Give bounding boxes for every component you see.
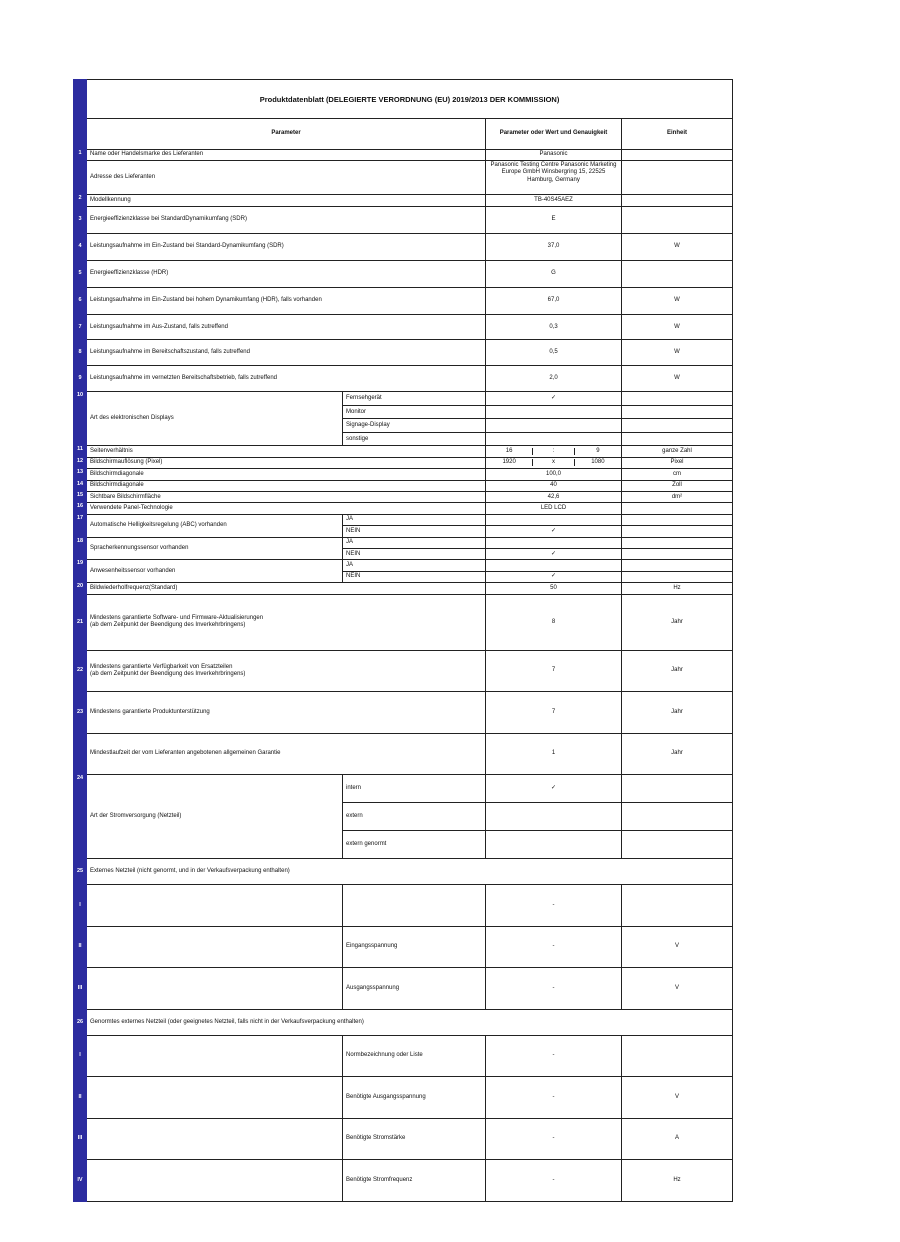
row-number: 24	[74, 775, 87, 859]
row-unit: dm²	[622, 491, 733, 502]
table-row	[74, 594, 733, 650]
option-ja: JA	[343, 560, 486, 571]
row-value: 42,6	[486, 491, 622, 502]
row-value: E	[486, 206, 622, 233]
table-row	[74, 457, 733, 468]
option-nein: NEIN	[343, 526, 486, 537]
row-number: 21	[74, 594, 87, 650]
row-number: 15	[74, 491, 87, 502]
row-unit: W	[622, 366, 733, 392]
row-value: 1	[486, 733, 622, 775]
table-row	[74, 1160, 733, 1202]
option-label: extern genormt	[343, 831, 486, 859]
row-label: Mindestlaufzeit der vom Lieferanten angebotenen allgemeinen Garantie	[87, 733, 486, 775]
row-value: 37,0	[486, 233, 622, 260]
option-nein: NEIN	[343, 548, 486, 559]
table-row	[74, 1035, 733, 1077]
row-number: 19	[74, 560, 87, 583]
row-value: 40	[486, 480, 622, 491]
table-row	[74, 233, 733, 260]
row-label: Seitenverhältnis	[87, 446, 486, 457]
table-row	[74, 469, 733, 480]
row-unit: Zoll	[622, 480, 733, 491]
row-unit: W	[622, 340, 733, 366]
row-label: Bildschirmdiagonale	[87, 469, 486, 480]
row-label: Leistungsaufnahme im Aus-Zustand, falls zutreffend	[87, 314, 486, 340]
row-label: Leistungsaufnahme im Bereitschaftszustand, falls zutreffend	[87, 340, 486, 366]
table-row	[74, 1077, 733, 1119]
row-unit: ganze Zahl	[622, 446, 733, 457]
row-label: Bildschirmauflösung (Pixel)	[87, 457, 486, 468]
row-value: 100,0	[486, 469, 622, 480]
sub-label: Normbezeichnung oder Liste	[343, 1035, 486, 1077]
row-number: III	[74, 968, 87, 1010]
row-unit: A	[622, 1118, 733, 1160]
row-value: -	[486, 885, 622, 927]
row-label: Verwendete Panel-Technologie	[87, 503, 486, 514]
table-row	[74, 1009, 733, 1035]
row-value: -	[486, 1160, 622, 1202]
row-value: 7	[486, 692, 622, 734]
row-label: Leistungsaufnahme im vernetzten Bereitschaftsbetrieb, falls zutreffend	[87, 366, 486, 392]
option-nein: NEIN	[343, 571, 486, 582]
table-row	[74, 733, 733, 775]
row-number: II	[74, 926, 87, 968]
row-unit: Pixel	[622, 457, 733, 468]
row-unit: W	[622, 233, 733, 260]
sub-label: Eingangsspannung	[343, 926, 486, 968]
row-number: IV	[74, 1160, 87, 1202]
table-row	[74, 537, 733, 548]
option-label: intern	[343, 775, 486, 803]
row-label: Modellkennung	[87, 195, 486, 206]
sub-label: Ausgangsspannung	[343, 968, 486, 1010]
sub-label: Benötigte Ausgangsspannung	[343, 1077, 486, 1119]
row-value: 0,5	[486, 340, 622, 366]
row-number: 6	[74, 287, 87, 314]
resolution-width: 1920	[502, 459, 516, 466]
row-label-line: (ab dem Zeitpunkt der Beendigung des Inverkehrbringens)	[90, 670, 246, 677]
table-row	[74, 968, 733, 1010]
table-row	[74, 560, 733, 571]
row-number: 3	[74, 206, 87, 233]
sub-label: Benötigte Stromfrequenz	[343, 1160, 486, 1202]
table-row	[74, 926, 733, 968]
row-label: Art des elektronischen Displays	[87, 392, 343, 446]
row-number: 13	[74, 469, 87, 480]
row-number: I	[74, 1035, 87, 1077]
option-label: Monitor	[343, 405, 486, 418]
row-label: Adresse des Lieferanten	[87, 160, 486, 194]
row-number: 1	[74, 149, 87, 160]
option-label: Signage-Display	[343, 419, 486, 432]
row-label: Externes Netzteil (nicht genormt, und in der Verkaufsverpackung enthalten)	[87, 859, 733, 885]
table-row	[74, 692, 733, 734]
aspect-height: 9	[596, 447, 600, 454]
check-mark: ✓	[486, 775, 622, 803]
row-value: 0,3	[486, 314, 622, 340]
table-row	[74, 514, 733, 525]
table-row	[74, 314, 733, 340]
table-row	[74, 195, 733, 206]
row-unit: cm	[622, 469, 733, 480]
row-label: Name oder Handelsmarke des Lieferanten	[87, 149, 486, 160]
row-number: 16	[74, 503, 87, 514]
row-value: 7	[486, 650, 622, 692]
row-value: 2,0	[486, 366, 622, 392]
row-label: Bildwiederholfrequenz(Standard)	[87, 583, 486, 594]
row-label: Mindestens garantierte Produktunterstützung	[87, 692, 486, 734]
row-number: 23	[74, 692, 87, 734]
table-row	[74, 1118, 733, 1160]
row-number: III	[74, 1118, 87, 1160]
resolution-height: 1080	[591, 459, 605, 466]
table-row	[74, 160, 733, 194]
row-unit: V	[622, 926, 733, 968]
row-unit: Jahr	[622, 733, 733, 775]
row-number: 22	[74, 650, 87, 692]
header-unit: Einheit	[622, 119, 733, 149]
option-ja: JA	[343, 537, 486, 548]
row-number: 14	[74, 480, 87, 491]
row-number: 7	[74, 314, 87, 340]
table-row	[74, 859, 733, 885]
row-unit: Hz	[622, 583, 733, 594]
option-label: sonstige	[343, 432, 486, 445]
row-unit: W	[622, 314, 733, 340]
row-value: -	[486, 968, 622, 1010]
row-value: -	[486, 926, 622, 968]
row-label: Genormtes externes Netzteil (oder geeignetes Netzteil, falls nicht in der Verkaufsverpackung enthalten)	[87, 1009, 733, 1035]
row-label-line: (ab dem Zeitpunkt der Beendigung des Inverkehrbringens)	[90, 622, 246, 629]
row-label: Leistungsaufnahme im Ein-Zustand bei Standard-Dynamikumfang (SDR)	[87, 233, 486, 260]
aspect-width: 16	[505, 447, 513, 454]
row-value: Panasonic	[486, 149, 622, 160]
row-label: Anwesenheitssensor vorhanden	[87, 560, 343, 583]
row-number: 11	[74, 446, 87, 457]
row-number: 20	[74, 583, 87, 594]
row-unit: Jahr	[622, 692, 733, 734]
row-value: G	[486, 260, 622, 287]
row-label: Energieeffizienzklasse bei StandardDynamikumfang (SDR)	[87, 206, 486, 233]
table-row	[74, 287, 733, 314]
title-row	[74, 80, 733, 119]
row-label: Art der Stromversorgung (Netzteil)	[87, 775, 343, 859]
row-number: 2	[74, 195, 87, 206]
row-number: 5	[74, 260, 87, 287]
option-label: Fernsehgerät	[343, 392, 486, 405]
row-label: Spracherkennungssensor vorhanden	[87, 537, 343, 560]
header-value: Parameter oder Wert und Genauigkeit	[486, 119, 622, 149]
sheet-title: Produktdatenblatt (DELEGIERTE VERORDNUNG (EU) 2019/2013 DER KOMMISSION)	[87, 80, 733, 119]
row-number: II	[74, 1077, 87, 1119]
row-number: 8	[74, 340, 87, 366]
row-number: 9	[74, 366, 87, 392]
table-row	[74, 392, 733, 405]
row-number: 12	[74, 457, 87, 468]
row-label: Automatische Helligkeitsregelung (ABC) vorhanden	[87, 514, 343, 537]
resolution-separator: x	[532, 459, 575, 466]
row-label: Energieeffizienzklasse (HDR)	[87, 260, 486, 287]
sub-label	[343, 885, 486, 927]
row-number: 25	[74, 859, 87, 885]
table-row	[74, 583, 733, 594]
row-value: -	[486, 1035, 622, 1077]
row-unit: Hz	[622, 1160, 733, 1202]
row-unit: Jahr	[622, 650, 733, 692]
sub-label: Benötigte Stromstärke	[343, 1118, 486, 1160]
table-row	[74, 480, 733, 491]
table-row	[74, 775, 733, 803]
row-number: 17	[74, 514, 87, 537]
table-row	[74, 149, 733, 160]
row-unit: V	[622, 968, 733, 1010]
table-row	[74, 366, 733, 392]
header-parameter: Parameter	[87, 119, 486, 149]
table-row	[74, 446, 733, 457]
row-unit: V	[622, 1077, 733, 1119]
row-number: 4	[74, 233, 87, 260]
row-label-line: Mindestens garantierte Software- und Firmware-Aktualisierungen	[90, 615, 264, 622]
check-mark: ✓	[486, 526, 622, 537]
table-row	[74, 340, 733, 366]
aspect-separator: :	[532, 448, 575, 455]
table-row	[74, 206, 733, 233]
row-number: 26	[74, 1009, 87, 1035]
option-label: extern	[343, 803, 486, 831]
table-row	[74, 503, 733, 514]
row-number: 10	[74, 392, 87, 446]
table-row	[74, 885, 733, 927]
row-label: Bildschirmdiagonale	[87, 480, 486, 491]
row-unit: W	[622, 287, 733, 314]
row-unit: Jahr	[622, 594, 733, 650]
row-value: 8	[486, 594, 622, 650]
model-id: TB-40S45AEZ	[486, 195, 622, 206]
row-value: -	[486, 1118, 622, 1160]
table-row	[74, 650, 733, 692]
header-row	[74, 119, 733, 149]
row-label: Sichtbare Bildschirmfläche	[87, 491, 486, 502]
table-row	[74, 260, 733, 287]
row-label-line: Mindestens garantierte Verfügbarkeit von Ersatzteilen	[90, 663, 233, 670]
table-row	[74, 491, 733, 502]
option-ja: JA	[343, 514, 486, 525]
row-value: -	[486, 1077, 622, 1119]
row-value: 50	[486, 583, 622, 594]
row-label: Leistungsaufnahme im Ein-Zustand bei hohem Dynamikumfang (HDR), falls vorhanden	[87, 287, 486, 314]
check-mark: ✓	[486, 392, 622, 405]
product-data-sheet	[73, 79, 733, 1202]
row-value: 67,0	[486, 287, 622, 314]
row-value: LED LCD	[486, 503, 622, 514]
row-number: I	[74, 885, 87, 927]
check-mark: ✓	[486, 571, 622, 582]
row-number: 18	[74, 537, 87, 560]
check-mark: ✓	[486, 548, 622, 559]
supplier-address: Panasonic Testing Centre Panasonic Marketing Europe GmbH Winsbergring 15, 22525 Hamburg, Germany	[486, 160, 622, 194]
